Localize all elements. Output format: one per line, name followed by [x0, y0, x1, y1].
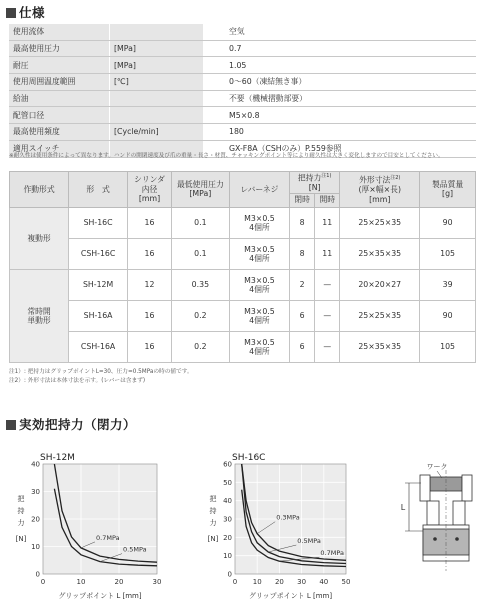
x-axis-label: グリップポイント L [mm] [58, 592, 142, 600]
spec-unit [110, 107, 204, 124]
durability-note: ※耐久性は使用条件によって異なります。ハンドの開閉速度及び爪の重量・長さ・材質、チャッキングポイント等により耐久性は大きく変化しますので目安としてください。 [9, 153, 444, 159]
open-cell: 11 [315, 238, 340, 269]
closed-cell: 8 [290, 207, 315, 238]
y-axis-label-char: 力 [17, 519, 25, 527]
bore-cell: 16 [128, 238, 172, 269]
open-cell: — [315, 269, 340, 300]
mass-cell: 90 [420, 300, 476, 331]
col-lever: レバーネジ [229, 172, 289, 208]
dims-cell: 25×25×35 [340, 300, 420, 331]
spec-row [9, 40, 476, 57]
open-cell: — [315, 300, 340, 331]
y-tick-label: 0 [227, 570, 232, 579]
chart-sh-12m [0, 440, 170, 610]
x-tick-label: 50 [341, 578, 351, 586]
open-cell: — [315, 331, 340, 362]
col-mass [420, 172, 476, 208]
bore-cell: 12 [128, 269, 172, 300]
pressure-h1: 最低使用圧力 [176, 179, 224, 189]
gripper-diagram [395, 455, 485, 585]
spec-row [9, 107, 476, 124]
right-finger [453, 501, 465, 525]
series-label: 0.5MPa [297, 537, 321, 545]
spec-label: 適用スイッチ [9, 140, 110, 157]
col-grip [290, 172, 340, 194]
spec-unit: [MPa] [110, 40, 204, 57]
model-row [10, 300, 476, 331]
grip-h2: [N] [308, 183, 321, 193]
spec-row [9, 74, 476, 91]
col-bore [128, 172, 172, 208]
x-tick-label: 30 [152, 578, 162, 586]
x-tick-label: 40 [319, 578, 329, 586]
spec-unit [110, 90, 204, 107]
model-cell: SH-16C [69, 207, 128, 238]
group-single [10, 269, 69, 362]
dims-cell: 20×20×27 [340, 269, 420, 300]
y-tick-label: 50 [223, 478, 232, 487]
group-single-line1: 常時開 [27, 306, 51, 316]
model-cell: SH-16A [69, 300, 128, 331]
spec-value: GX-F8A（CSHのみ）P.559参照 [203, 140, 476, 157]
footnote-2: 注2）: 外形寸法は本体寸法を示す。(レバーは含まず) [9, 378, 146, 384]
y-tick-label: 40 [31, 460, 40, 469]
y-axis-unit: [N] [15, 535, 27, 543]
dims-h1: 外形寸法 [359, 175, 391, 185]
lever-cell [229, 300, 289, 331]
bore-h2: 内径 [141, 184, 158, 194]
col-open: 開時 [315, 193, 340, 207]
y-axis-label-char: 持 [17, 507, 25, 515]
work-label: ワーク [426, 463, 448, 471]
series-label: 0.7MPa [96, 533, 120, 542]
y-tick-label: 20 [223, 533, 232, 542]
y-axis-label-char: 把 [17, 495, 25, 503]
mass-cell: 105 [420, 331, 476, 362]
spec-label: 最高使用頻度 [9, 124, 110, 141]
chart-title: SH-12M [40, 453, 75, 463]
spec-unit: [MPa] [110, 57, 204, 74]
col-model: 形 式 [69, 172, 128, 208]
model-cell: CSH-16C [69, 238, 128, 269]
body-screw-right [455, 537, 459, 541]
spec-value: M5×0.8 [203, 107, 476, 124]
col-min-pressure [171, 172, 229, 208]
spec-row [9, 24, 476, 40]
y-tick-label: 60 [223, 460, 232, 469]
mass-h2: [g] [442, 189, 454, 199]
grip-sup: 注1) [321, 173, 332, 179]
open-cell: 11 [315, 207, 340, 238]
mass-cell: 39 [420, 269, 476, 300]
y-tick-label: 40 [223, 497, 232, 506]
mass-cell: 90 [420, 207, 476, 238]
closed-cell: 8 [290, 238, 315, 269]
lever-line1: M3×0.5 [244, 244, 275, 254]
y-axis-label-char: 力 [209, 519, 217, 527]
lever-line1: M3×0.5 [244, 337, 275, 347]
grip-h1: 把持力 [297, 173, 322, 183]
x-tick-label: 10 [252, 578, 262, 586]
y-axis-unit: [N] [207, 535, 219, 543]
spec-unit: [℃] [110, 74, 204, 91]
spec-title-text: 仕様 [19, 5, 46, 20]
chart-title: SH-16C [232, 453, 266, 463]
y-axis-label-char: 持 [209, 507, 217, 515]
spec-value: 0〜60（凍結無き事） [203, 74, 476, 91]
closed-cell: 2 [290, 269, 315, 300]
x-tick-label: 10 [76, 578, 86, 586]
spec-label: 使用流体 [9, 24, 110, 40]
dims-cell: 25×25×35 [340, 207, 420, 238]
bore-cell: 16 [128, 331, 172, 362]
dims-h2: (厚×幅×長) [358, 185, 401, 195]
bore-h3: [mm] [138, 194, 161, 204]
series-label: 0.7MPa [320, 549, 344, 558]
lever-line2: 4個所 [249, 284, 270, 294]
spec-row [9, 90, 476, 107]
dims-cell: 25×35×35 [340, 238, 420, 269]
model-table [9, 171, 476, 363]
dims-cell: 25×35×35 [340, 331, 420, 362]
bore-cell: 16 [128, 207, 172, 238]
spec-value: 180 [203, 124, 476, 141]
group-double: 複動形 [10, 207, 69, 269]
y-tick-label: 10 [223, 552, 232, 561]
x-tick-label: 0 [40, 578, 46, 586]
col-closed: 閉時 [290, 193, 315, 207]
lever-line2: 4個所 [249, 222, 270, 232]
x-tick-label: 0 [232, 578, 238, 586]
spec-value: 1.05 [203, 57, 476, 74]
spec-value: 空気 [203, 24, 476, 40]
section-square-icon [6, 8, 16, 18]
mass-h1: 製品質量 [431, 179, 464, 189]
footnote-1: 注1）: 把持力はグリップポイントL=30、圧力=0.5MPaの時の値です。 [9, 369, 193, 375]
model-cell: CSH-16A [69, 331, 128, 362]
y-tick-label: 30 [223, 515, 232, 524]
spec-unit: [Cycle/min] [110, 124, 204, 141]
lever-cell [229, 269, 289, 300]
bore-cell: 16 [128, 300, 172, 331]
x-axis-label: グリップポイント L [mm] [248, 592, 333, 600]
lever-cell [229, 238, 289, 269]
col-type: 作動形式 [10, 172, 69, 208]
lever-line1: M3×0.5 [244, 275, 275, 285]
model-row [10, 207, 476, 238]
lever-line1: M3×0.5 [244, 306, 275, 316]
spec-label: 給油 [9, 90, 110, 107]
closed-cell: 6 [290, 331, 315, 362]
spec-label: 使用周囲温度範囲 [9, 74, 110, 91]
pressure-h2: [MPa] [189, 189, 212, 199]
pressure-cell: 0.1 [171, 238, 229, 269]
spec-label: 配管口径 [9, 107, 110, 124]
section-square-icon [6, 420, 16, 430]
bore-h1: シリンダ [134, 175, 165, 185]
y-tick-label: 20 [31, 515, 40, 524]
lever-line2: 4個所 [249, 346, 270, 356]
dims-h3: [mm] [369, 194, 391, 204]
model-row [10, 269, 476, 300]
chart-sh-16c [207, 440, 362, 610]
dims-sup: 注2) [390, 175, 401, 182]
closed-cell: 6 [290, 300, 315, 331]
grip-section-title [6, 415, 136, 433]
spec-table [9, 24, 476, 158]
y-axis-label-char: 把 [209, 495, 217, 503]
grip-title-text: 実効把持力（閉力） [19, 417, 137, 432]
body-screw-left [433, 537, 437, 541]
spec-section-title [6, 3, 45, 21]
mass-cell: 105 [420, 238, 476, 269]
lever-cell [229, 207, 289, 238]
left-finger [427, 501, 439, 525]
y-tick-label: 30 [31, 488, 40, 496]
pressure-cell: 0.2 [171, 300, 229, 331]
x-tick-label: 20 [274, 578, 284, 586]
lever-line1: M3×0.5 [244, 213, 275, 223]
lever-line2: 4個所 [249, 253, 270, 263]
right-jaw [462, 475, 472, 501]
spec-value: 0.7 [203, 40, 476, 57]
lever-cell [229, 331, 289, 362]
col-dims [340, 172, 420, 208]
series-label: 0.5MPa [123, 545, 147, 554]
y-tick-label: 0 [35, 570, 40, 579]
model-cell: SH-12M [69, 269, 128, 300]
spec-row [9, 57, 476, 74]
spec-label: 耐圧 [9, 57, 110, 74]
model-row [10, 238, 476, 269]
group-single-line2: 単動形 [27, 315, 51, 325]
spec-row [9, 124, 476, 141]
x-tick-label: 30 [297, 578, 307, 586]
x-tick-label: 20 [114, 578, 124, 586]
pressure-cell: 0.2 [171, 331, 229, 362]
spec-unit [110, 24, 204, 40]
pressure-cell: 0.35 [171, 269, 229, 300]
lever-line2: 4個所 [249, 315, 270, 325]
l-label: L [400, 503, 406, 512]
left-jaw [420, 475, 430, 501]
model-row [10, 331, 476, 362]
y-tick-label: 10 [31, 543, 40, 551]
pressure-cell: 0.1 [171, 207, 229, 238]
spec-label: 最高使用圧力 [9, 40, 110, 57]
series-label: 0.3MPa [276, 513, 300, 522]
spec-value: 不要（機械摺動部要） [203, 90, 476, 107]
